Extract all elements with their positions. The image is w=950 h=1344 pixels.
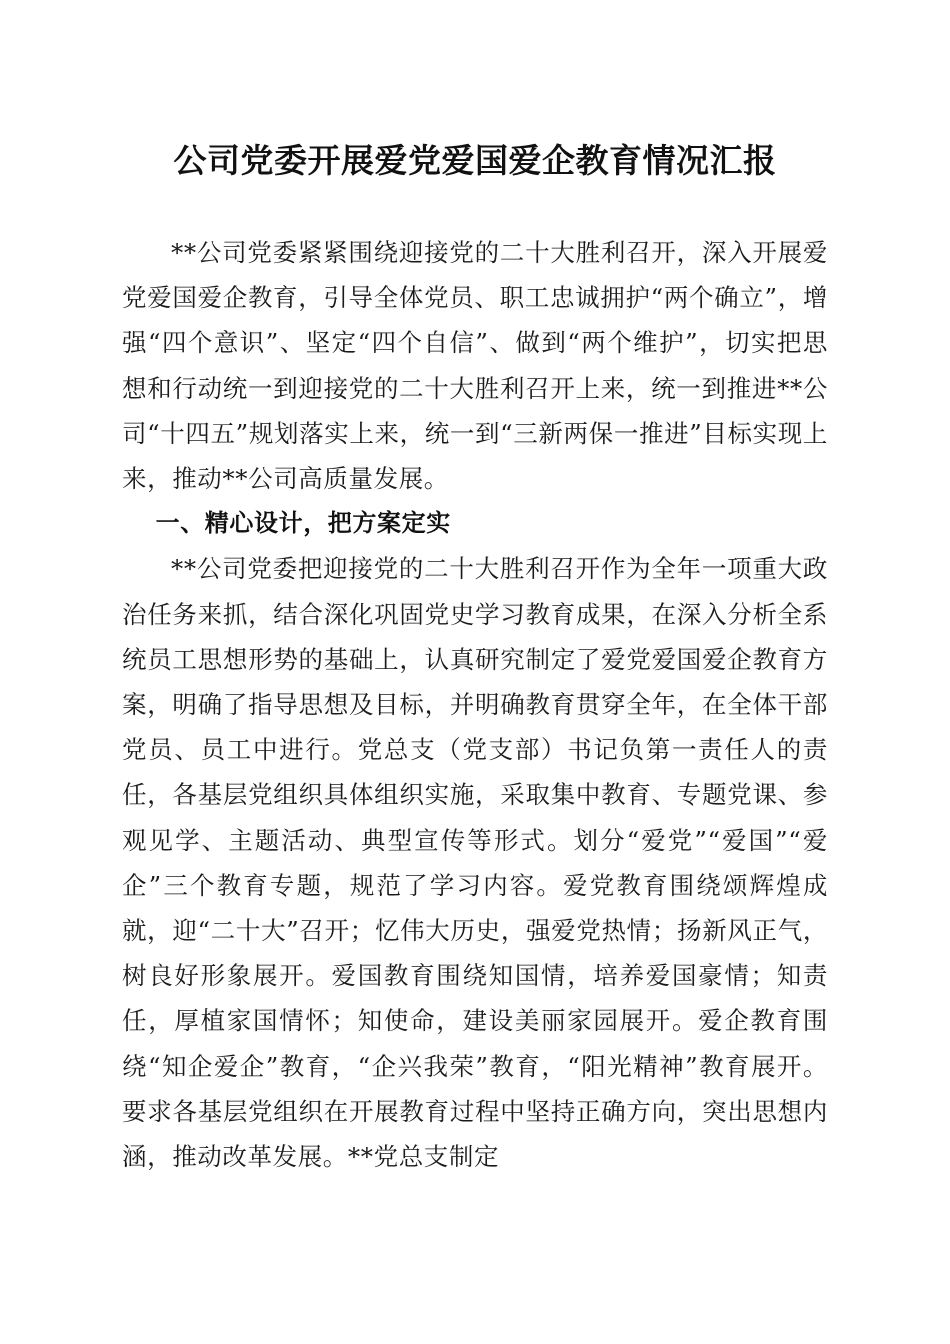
document-body	[122, 230, 828, 1179]
document-title: 公司党委开展爱党爱国爱企教育情况汇报	[173, 141, 777, 180]
section-paragraph: **公司党委把迎接党的二十大胜利召开作为全年一项重大政治任务来抓，结合深化巩固党史学习教育成果，在深入分析全系统员工思想形势的基础上，认真研究制定了爱党爱国爱企教育方案，明确了指导思想及目标，并明确教育贯穿全年，在全体干部党员、员工中进行。党总支（党支部）书记负第一责任人的责任，各基层党组织具体组织实施，采取集中教育、专题党课、参观见学、主题活动、典型宣传等形式。划分“爱党”“爱国”“爱企”三个教育专题，规范了学习内容。爱党教育围绕颂辉煌成就，迎“二十大”召开；忆伟大历史，强爱党热情；扬新风正气，树良好形象展开。爱国教育围绕知国情，培养爱国豪情；知责任，厚植家国情怀；知使命，建设美丽家园展开。爱企教育围绕“知企爱企”教育，“企兴我荣”教育，“阳光精神”教育展开。要求各基层党组织在开展教育过程中坚持正确方向，突出思想内涵，推动改革发展。**党总支制定	[122, 554, 828, 1172]
section-heading: 一、精心设计，把方案定实	[155, 509, 451, 538]
intro-paragraph: **公司党委紧紧围绕迎接党的二十大胜利召开，深入开展爱党爱国爱企教育，引导全体党员、职工忠诚拥护“两个确立”，增强“四个意识”、坚定“四个自信”、做到“两个维护”，切实把思想和行动统一到迎接党的二十大胜利召开上来，统一到推进**公司“十四五”规划落实上来，统一到“三新两保一推进”目标实现上来，推动**公司高质量发展。	[122, 238, 828, 494]
